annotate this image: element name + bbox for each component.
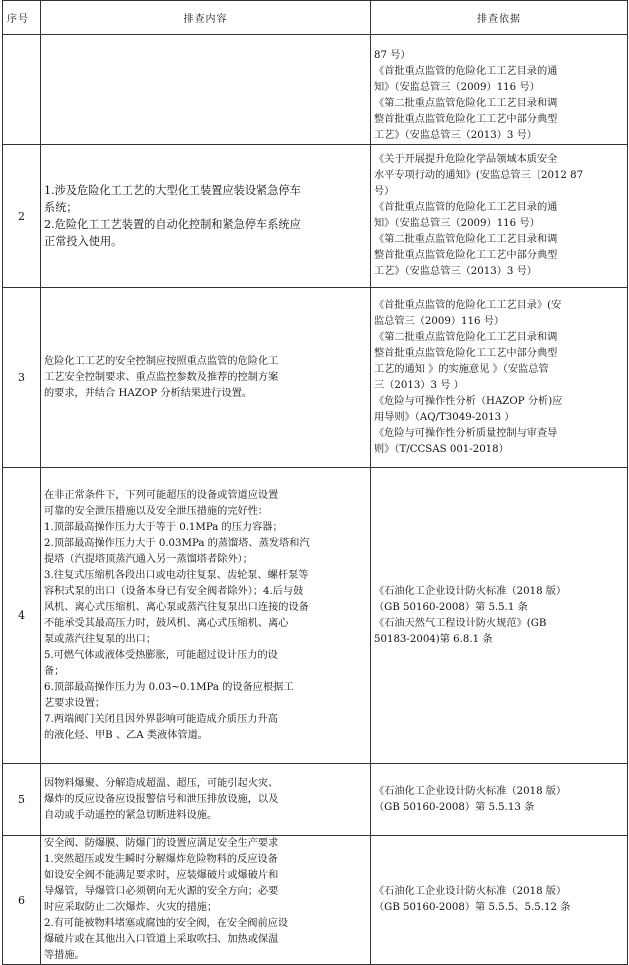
content-line: 安全阀、防爆膜、防爆门的设置应满足安全生产要求 xyxy=(44,838,279,849)
content-line: 如设安全阀不能满足要求时，应装爆破片或爆破片和 xyxy=(44,870,279,881)
content-line: 正常投入使用。 xyxy=(44,235,123,248)
basis-line: 87 号） xyxy=(374,50,411,61)
basis-line: 《第二批重点监管危险化工工艺目录和调 xyxy=(374,98,558,109)
table-row xyxy=(3,764,628,836)
content-line: 2.危险化工工艺装置的自动化控制和紧急停车系统应 xyxy=(44,218,301,231)
basis-line: 工艺》（安监总管三（2013）3 号） xyxy=(374,130,537,141)
row-check-content xyxy=(41,468,371,764)
row-serial-number: 5 xyxy=(3,764,41,836)
content-line: 3.往复式压缩机各段出口或电动往复泵、齿轮泵、螺杆泵等 xyxy=(44,569,309,581)
content-line: 的液化烃、甲B 、乙A 类液体管道。 xyxy=(44,729,208,741)
row-check-basis xyxy=(371,288,628,468)
content-line: 导爆管，导爆管口必须朝向无火源的安全方向；必要 xyxy=(44,886,279,897)
row-check-basis xyxy=(371,468,628,764)
basis-line: 《首批重点监管的危险化工工艺目录的通 xyxy=(374,202,558,213)
header-serial-number: 序号 xyxy=(3,1,41,35)
row-check-content xyxy=(41,288,371,468)
content-line: 爆炸的反应设备应设报警信号和泄压排放设施，以及 xyxy=(44,793,279,805)
content-line: 因物料爆聚、分解造成超温、超压，可能引起火灾、 xyxy=(44,777,279,789)
row-check-basis xyxy=(371,35,628,145)
table-header-row xyxy=(3,1,628,35)
basis-line: 《第二批重点监管危险化工工艺目录和调 xyxy=(374,234,558,245)
basis-line: 50183-2004)第 6.8.1 条 xyxy=(374,633,493,645)
row-check-basis xyxy=(371,145,628,288)
basis-line: （GB 50160-2008）第 5.5.5、5.5.12 条 xyxy=(374,902,571,913)
row-check-content xyxy=(41,145,371,288)
basis-line: 三（2013）3 号 ） xyxy=(374,379,464,391)
basis-line: 《危险与可操作性分析（HAZOP 分析)应 xyxy=(374,395,563,407)
row-serial-number: 4 xyxy=(3,468,41,764)
table-row xyxy=(3,145,628,288)
content-line: 1.涉及危险化工工艺的大型化工装置应装设紧急停车 xyxy=(44,184,301,197)
table-row xyxy=(3,35,628,145)
content-line: 1.突然超压或发生瞬时分解爆炸危险物料的反应设备 xyxy=(44,854,278,865)
table-row xyxy=(3,468,628,764)
basis-line: 《首批重点监管的危险化工工艺目录》(安 xyxy=(374,299,562,311)
basis-line: 工艺》（安监总管三（2013）3 号） xyxy=(374,266,537,277)
content-line: 2.有可能被物料堵塞或腐蚀的安全阀，在安全阀前应设 xyxy=(44,918,289,929)
row-serial-number xyxy=(3,35,41,145)
content-line: 的要求，并结合 HAZOP 分析结果进行设置。 xyxy=(44,387,253,399)
content-line: 5.可燃气体或液体受热膨胀，可能超过设计压力的设 xyxy=(44,649,278,661)
content-line: 风机、离心式压缩机、离心泵或蒸汽往复泵出口连接的设备 xyxy=(44,601,309,613)
basis-line: 知》（安监总管三（2009）116 号） xyxy=(374,218,540,229)
basis-line: 整首批重点监管危险化工工艺中部分典型 xyxy=(374,347,558,359)
basis-line: 《危险与可操作性分析质量控制与审查导 xyxy=(374,427,558,439)
content-line: 不能承受其最高压力时，鼓风机、离心式压缩机、离心 xyxy=(44,617,289,629)
content-line: 容积式泵的出口（设备本身已有安全阀者除外）；4.后与鼓 xyxy=(44,585,304,597)
content-line: 危险化工工艺的安全控制应按照重点监管的危险化工 xyxy=(44,355,279,367)
content-line: 泵或蒸汽往复泵的出口； xyxy=(44,633,157,645)
basis-line: 《第二批重点监管危险化工工艺目录和调 xyxy=(374,331,558,343)
row-check-content xyxy=(41,764,371,836)
basis-line: 整首批重点监管危险化工工艺中部分典型 xyxy=(374,114,558,125)
row-serial-number: 3 xyxy=(3,288,41,468)
basis-line: 《首批重点监管的危险化工工艺目录的通 xyxy=(374,66,558,77)
basis-line: （GB 50160-2008）第 5.5.13 条 xyxy=(374,801,535,813)
basis-line: 则》（T/CCSAS 001-2018） xyxy=(374,443,509,455)
row-check-basis xyxy=(371,764,628,836)
basis-line: 水平专项行动的通知》(安监总管三〔2012 87 xyxy=(374,170,584,181)
table-row xyxy=(3,288,628,468)
content-line: 爆破片或在其他出入口管道上采取吹扫、加热或保温 xyxy=(44,934,279,945)
content-line: 艺要求设置； xyxy=(44,697,106,709)
header-check-basis: 排查依据 xyxy=(371,1,628,35)
content-line: 提塔（汽提塔顶蒸汽通入另一蒸馏塔者除外）； xyxy=(44,553,253,565)
basis-line: 《石油化工企业设计防火标准（2018 版） xyxy=(374,886,567,897)
table-row xyxy=(3,836,628,965)
basis-line: 用导则》（AQ/T3049-2013 ） xyxy=(374,411,515,423)
basis-line: 整首批重点监管危险化工工艺中部分典型 xyxy=(374,250,558,261)
basis-line: 知》（安监总管三（2009）116 号） xyxy=(374,82,540,93)
content-line: 6.顶部最高操作压力为 0.03~0.1MPa 的设备应根据工 xyxy=(44,681,294,693)
basis-line: 号） xyxy=(374,186,395,197)
content-line: 自动或手动遥控的紧急切断进料设施。 xyxy=(44,809,218,821)
basis-line: 工艺的通知 》的实施意见 》（安监总管 xyxy=(374,363,549,375)
basis-line: （GB 50160-2008）第 5.5.1 条 xyxy=(374,601,528,613)
content-line: 在非正常条件下，下列可能超压的设备或管道应设置 xyxy=(44,489,279,501)
content-line: 工艺安全控制要求、重点监控参数及推荐的控制方案 xyxy=(44,371,279,383)
row-check-basis xyxy=(371,836,628,965)
content-line: 时应采取防止二次爆炸、火灾的措施； xyxy=(44,902,218,913)
row-check-content xyxy=(41,836,371,965)
row-serial-number: 2 xyxy=(3,145,41,288)
basis-line: 《石油化工企业设计防火标准（2018 版） xyxy=(374,585,567,597)
basis-line: 《石油天然气工程设计防火规范》(GB xyxy=(374,617,547,629)
checklist-table xyxy=(2,0,628,965)
content-line: 7.两端阀门关闭且因外界影响可能造成介质压力升高 xyxy=(44,713,278,725)
content-line: 1.顶部最高操作压力大于等于 0.1MPa 的压力容器； xyxy=(44,521,283,533)
content-line: 系统； xyxy=(44,201,78,214)
row-check-content xyxy=(41,35,371,145)
basis-line: 监总管三（2009）116 号） xyxy=(374,315,505,327)
content-line: 可靠的安全泄压措施以及安全泄压措施的完好性： xyxy=(44,505,269,517)
content-line: 等措施。 xyxy=(44,950,85,961)
header-check-content: 排查内容 xyxy=(41,1,371,35)
row-serial-number: 6 xyxy=(3,836,41,965)
basis-line: 《石油化工企业设计防火标准（2018 版） xyxy=(374,785,567,797)
content-line: 2.顶部最高操作压力大于 0.03MPa 的蒸馏塔、蒸发塔和汽 xyxy=(44,537,310,549)
basis-line: 《关于开展提升危险化学品领域本质安全 xyxy=(374,154,558,165)
content-line: 备； xyxy=(44,665,65,677)
